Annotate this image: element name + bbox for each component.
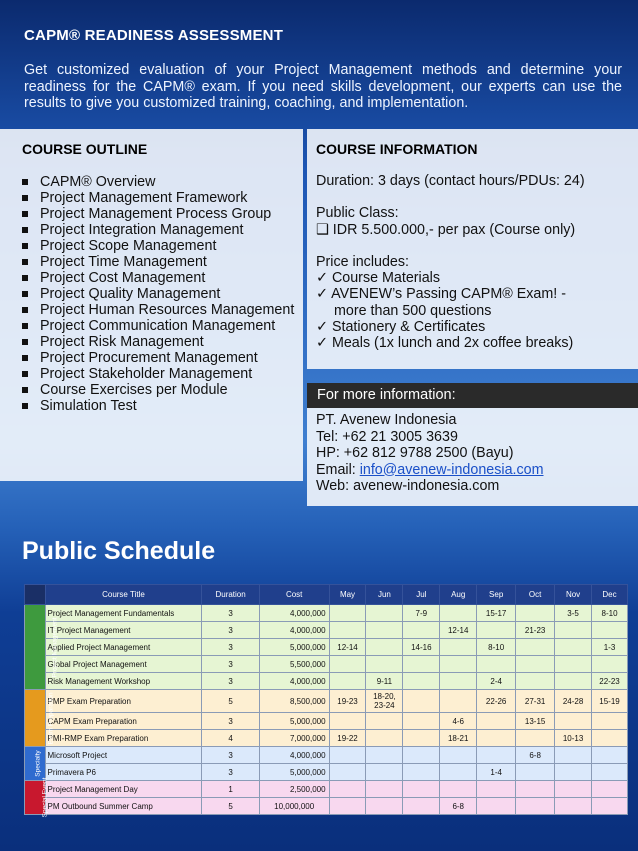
- table-row: [25, 673, 628, 690]
- date-cell: [555, 798, 592, 815]
- date-cell: 22-23: [592, 673, 628, 690]
- date-cell: [403, 747, 440, 764]
- company-name: PT. Avenew Indonesia: [316, 412, 457, 428]
- date-cell: [592, 747, 628, 764]
- course-title: PM Outbound Summer Camp: [45, 798, 202, 815]
- date-cell: [329, 764, 366, 781]
- date-cell: [366, 798, 403, 815]
- duration-cell: 5: [202, 798, 259, 815]
- table-row: [25, 605, 628, 622]
- date-cell: 7-9: [403, 605, 440, 622]
- outline-item: Project Management Framework: [22, 190, 307, 206]
- cost-cell: 5,000,000: [259, 764, 329, 781]
- date-cell: [366, 639, 403, 656]
- public-class-label: Public Class:: [316, 205, 399, 222]
- course-title: Applied Project Management: [45, 639, 202, 656]
- contact-details: [316, 412, 634, 495]
- group-label-special-event: Special Event: [25, 781, 46, 815]
- table-row: [25, 798, 628, 815]
- date-cell: [555, 656, 592, 673]
- duration-cell: 3: [202, 622, 259, 639]
- date-cell: [516, 656, 555, 673]
- date-cell: 4-6: [440, 713, 477, 730]
- cost-cell: 8,500,000: [259, 690, 329, 713]
- date-cell: 1-3: [592, 639, 628, 656]
- course-information-body: [316, 173, 634, 352]
- date-cell: [477, 798, 516, 815]
- outline-item: Project Human Resources Management: [22, 302, 307, 318]
- date-cell: [516, 730, 555, 747]
- date-cell: 1-4: [477, 764, 516, 781]
- date-cell: [440, 690, 477, 713]
- date-cell: [555, 713, 592, 730]
- date-cell: 19-22: [329, 730, 366, 747]
- date-cell: [366, 605, 403, 622]
- date-cell: [592, 764, 628, 781]
- duration-cell: 3: [202, 605, 259, 622]
- date-cell: [477, 656, 516, 673]
- course-title: Project Management Day: [45, 781, 202, 798]
- date-cell: 9-11: [366, 673, 403, 690]
- date-cell: [592, 798, 628, 815]
- date-cell: [516, 673, 555, 690]
- cost-cell: 2,500,000: [259, 781, 329, 798]
- outline-item: Project Procurement Management: [22, 350, 307, 366]
- date-cell: 18-21: [440, 730, 477, 747]
- date-cell: 15-17: [477, 605, 516, 622]
- table-row: [25, 713, 628, 730]
- date-cell: [477, 622, 516, 639]
- date-cell: [403, 690, 440, 713]
- duration-cell: 3: [202, 713, 259, 730]
- cost-cell: 4,000,000: [259, 747, 329, 764]
- more-information-bar: For more information:: [307, 383, 638, 408]
- course-title: IT Project Management: [45, 622, 202, 639]
- course-title: CAPM Exam Preparation: [45, 713, 202, 730]
- table-row: [25, 781, 628, 798]
- date-cell: [440, 639, 477, 656]
- cost-cell: 5,500,000: [259, 656, 329, 673]
- duration-cell: 3: [202, 639, 259, 656]
- duration-cell: 3: [202, 656, 259, 673]
- column-header: Oct: [516, 585, 555, 605]
- cost-cell: 4,000,000: [259, 673, 329, 690]
- date-cell: [329, 622, 366, 639]
- website: Web: avenew-indonesia.com: [316, 478, 500, 494]
- outline-item: Course Exercises per Module: [22, 382, 307, 398]
- date-cell: 14-16: [403, 639, 440, 656]
- date-cell: [516, 639, 555, 656]
- table-row: [25, 764, 628, 781]
- date-cell: 24-28: [555, 690, 592, 713]
- date-cell: [477, 747, 516, 764]
- email-link[interactable]: info@avenew-indonesia.com: [359, 461, 544, 478]
- date-cell: 8-10: [592, 605, 628, 622]
- date-cell: [477, 713, 516, 730]
- column-header: Jun: [366, 585, 403, 605]
- cost-cell: 7,000,000: [259, 730, 329, 747]
- date-cell: [592, 713, 628, 730]
- date-cell: [403, 656, 440, 673]
- date-cell: [403, 713, 440, 730]
- outline-item: Project Time Management: [22, 254, 307, 270]
- phone-hp: HP: +62 812 9788 2500 (Bayu): [316, 445, 514, 461]
- include-item: more than 500 questions: [334, 302, 492, 319]
- date-cell: 27-31: [516, 690, 555, 713]
- date-cell: 19-23: [329, 690, 366, 713]
- email-row: [316, 462, 634, 479]
- date-cell: [440, 605, 477, 622]
- date-cell: [366, 747, 403, 764]
- table-row: [25, 639, 628, 656]
- date-cell: 6-8: [516, 747, 555, 764]
- table-row: [25, 690, 628, 713]
- duration-cell: 5: [202, 690, 259, 713]
- header-description: Get customized evaluation of your Project Management methods and determine your readiness for the CAPM® exam. If you need skills development, our experts can use the results to give you customized training, coaching, and implementation.: [24, 62, 622, 111]
- date-cell: [403, 798, 440, 815]
- date-cell: [329, 798, 366, 815]
- include-item: ✓ AVENEW’s Passing CAPM® Exam! -: [316, 286, 566, 303]
- date-cell: [516, 605, 555, 622]
- table-row: [25, 730, 628, 747]
- date-cell: [440, 781, 477, 798]
- date-cell: [329, 673, 366, 690]
- course-outline-heading: COURSE OUTLINE: [22, 141, 148, 157]
- outline-item: Project Scope Management: [22, 238, 307, 254]
- date-cell: [592, 656, 628, 673]
- duration-cell: 3: [202, 747, 259, 764]
- date-cell: 10-13: [555, 730, 592, 747]
- course-title: PMI-RMP Exam Preparation: [45, 730, 202, 747]
- date-cell: [329, 781, 366, 798]
- date-cell: [592, 781, 628, 798]
- outline-item: Project Management Process Group: [22, 206, 307, 222]
- duration-cell: 3: [202, 673, 259, 690]
- date-cell: [516, 781, 555, 798]
- column-header: Jul: [403, 585, 440, 605]
- include-item: ✓ Stationery & Certificates: [316, 319, 486, 336]
- date-cell: [366, 622, 403, 639]
- table-row: [25, 747, 628, 764]
- outline-item: Simulation Test: [22, 398, 307, 414]
- header-corner: [25, 585, 46, 605]
- include-item: ✓ Meals (1x lunch and 2x coffee breaks): [316, 335, 574, 352]
- date-cell: [329, 713, 366, 730]
- group-label-exam-preparation: Exam Preparation: [25, 690, 46, 747]
- table-row: [25, 656, 628, 673]
- date-cell: [516, 798, 555, 815]
- column-header: Sep: [477, 585, 516, 605]
- header-title: CAPM® READINESS ASSESSMENT: [24, 27, 284, 44]
- date-cell: [555, 622, 592, 639]
- table-row: [25, 622, 628, 639]
- date-cell: [516, 764, 555, 781]
- course-title: Global Project Management: [45, 656, 202, 673]
- date-cell: [555, 673, 592, 690]
- cost-cell: 4,000,000: [259, 622, 329, 639]
- outline-item: Project Integration Management: [22, 222, 307, 238]
- course-title: Primavera P6: [45, 764, 202, 781]
- outline-item: Project Communication Management: [22, 318, 307, 334]
- duration-cell: 1: [202, 781, 259, 798]
- date-cell: [555, 639, 592, 656]
- course-title: Risk Management Workshop: [45, 673, 202, 690]
- outline-item: Project Stakeholder Management: [22, 366, 307, 382]
- date-cell: [440, 656, 477, 673]
- outline-item: Project Cost Management: [22, 270, 307, 286]
- date-cell: 6-8: [440, 798, 477, 815]
- table-header-row: [25, 585, 628, 605]
- duration-cell: 3: [202, 764, 259, 781]
- price-includes-label: Price includes:: [316, 253, 409, 270]
- date-cell: [329, 605, 366, 622]
- cost-cell: 5,000,000: [259, 639, 329, 656]
- column-header: Dec: [592, 585, 628, 605]
- column-header: Nov: [555, 585, 592, 605]
- date-cell: [403, 730, 440, 747]
- date-cell: 13-15: [516, 713, 555, 730]
- cost-cell: 10,000,000: [259, 798, 329, 815]
- date-cell: [403, 622, 440, 639]
- date-cell: [477, 730, 516, 747]
- public-class-price: ❑ IDR 5.500.000,- per pax (Course only): [316, 221, 576, 238]
- date-cell: [366, 730, 403, 747]
- email-label: Email:: [316, 461, 360, 478]
- column-header: Duration: [202, 585, 259, 605]
- outline-item: CAPM® Overview: [22, 174, 307, 190]
- cost-cell: 5,000,000: [259, 713, 329, 730]
- course-outline-list: [22, 174, 307, 414]
- date-cell: 12-14: [440, 622, 477, 639]
- date-cell: [366, 781, 403, 798]
- duration-cell: 4: [202, 730, 259, 747]
- date-cell: [366, 656, 403, 673]
- date-cell: [555, 747, 592, 764]
- date-cell: [366, 713, 403, 730]
- date-cell: [592, 622, 628, 639]
- duration-text: Duration: 3 days (contact hours/PDUs: 24): [316, 173, 585, 189]
- date-cell: [366, 764, 403, 781]
- date-cell: 12-14: [329, 639, 366, 656]
- date-cell: [555, 764, 592, 781]
- course-title: Project Management Fundamentals: [45, 605, 202, 622]
- public-schedule-title: Public Schedule: [22, 537, 216, 565]
- column-header: Course Title: [45, 585, 202, 605]
- date-cell: [329, 747, 366, 764]
- date-cell: [403, 673, 440, 690]
- date-cell: 18-20, 23-24: [366, 690, 403, 713]
- date-cell: [592, 730, 628, 747]
- date-cell: [440, 747, 477, 764]
- date-cell: 2-4: [477, 673, 516, 690]
- column-header: May: [329, 585, 366, 605]
- date-cell: 8-10: [477, 639, 516, 656]
- course-title: Microsoft Project: [45, 747, 202, 764]
- date-cell: 21-23: [516, 622, 555, 639]
- course-title: PMP Exam Preparation: [45, 690, 202, 713]
- date-cell: [555, 781, 592, 798]
- phone-tel: Tel: +62 21 3005 3639: [316, 428, 458, 445]
- outline-item: Project Risk Management: [22, 334, 307, 350]
- column-header: Cost: [259, 585, 329, 605]
- date-cell: 3-5: [555, 605, 592, 622]
- include-item: ✓ Course Materials: [316, 270, 441, 287]
- date-cell: 15-19: [592, 690, 628, 713]
- group-label-project-management: Project Management: [25, 605, 46, 690]
- date-cell: [477, 781, 516, 798]
- cost-cell: 4,000,000: [259, 605, 329, 622]
- group-label-specialty: Specialty: [25, 747, 46, 781]
- date-cell: [440, 673, 477, 690]
- public-schedule-table: [24, 584, 628, 818]
- date-cell: [403, 764, 440, 781]
- column-header: Aug: [440, 585, 477, 605]
- date-cell: [440, 764, 477, 781]
- date-cell: [403, 781, 440, 798]
- outline-item: Project Quality Management: [22, 286, 307, 302]
- course-information-heading: COURSE INFORMATION: [316, 141, 478, 157]
- date-cell: 22-26: [477, 690, 516, 713]
- date-cell: [329, 656, 366, 673]
